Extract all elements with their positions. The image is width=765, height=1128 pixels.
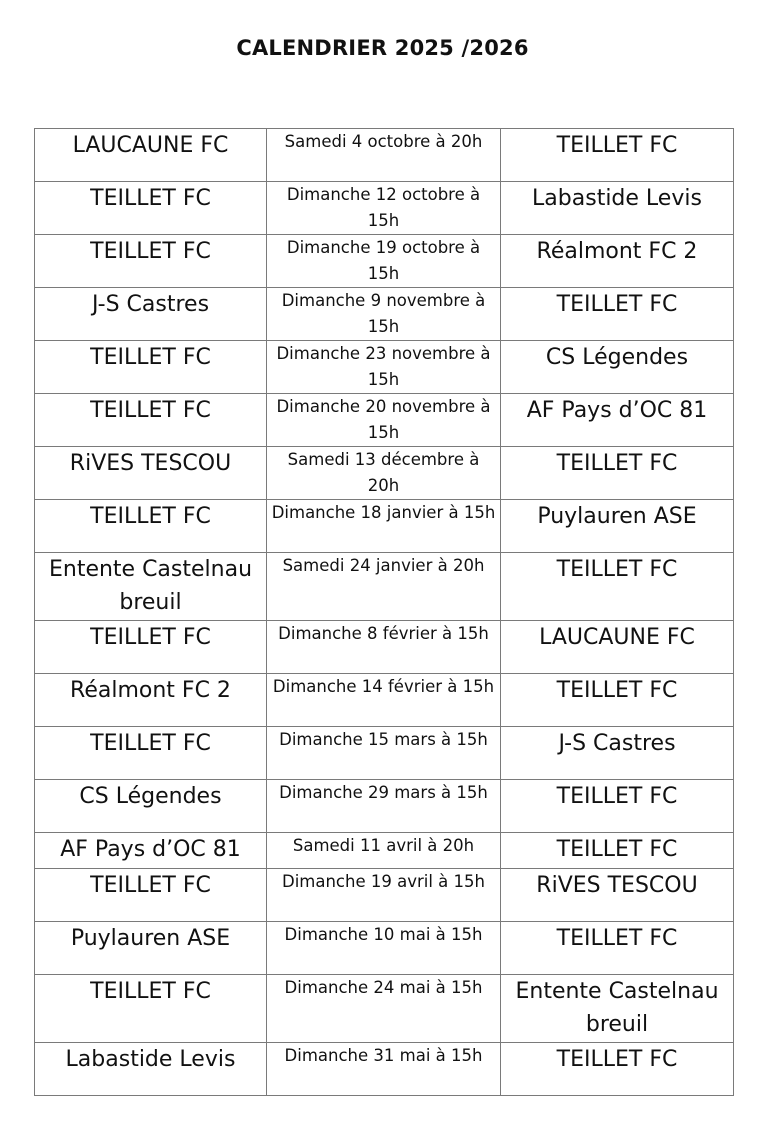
home-team-cell: Réalmont FC 2 <box>35 674 267 727</box>
away-team-cell: TEILLET FC <box>501 1043 734 1096</box>
table-row <box>35 975 734 1043</box>
home-team-cell: TEILLET FC <box>35 394 267 447</box>
home-team-cell: TEILLET FC <box>35 621 267 674</box>
table-row <box>35 288 734 341</box>
match-date-cell: Dimanche 20 novembre à 15h <box>267 394 501 447</box>
home-team-cell: TEILLET FC <box>35 869 267 922</box>
home-team-cell: Puylauren ASE <box>35 922 267 975</box>
match-date-cell: Dimanche 19 avril à 15h <box>267 869 501 922</box>
match-date-cell: Samedi 4 octobre à 20h <box>267 129 501 182</box>
away-team-cell: J-S Castres <box>501 727 734 780</box>
home-team-cell: AF Pays d’OC 81 <box>35 833 267 869</box>
match-date-cell: Dimanche 9 novembre à 15h <box>267 288 501 341</box>
table-row <box>35 235 734 288</box>
match-date-cell: Dimanche 19 octobre à 15h <box>267 235 501 288</box>
match-date-cell: Dimanche 23 novembre à 15h <box>267 341 501 394</box>
home-team-cell: J-S Castres <box>35 288 267 341</box>
match-date-cell: Dimanche 8 février à 15h <box>267 621 501 674</box>
table-row <box>35 500 734 553</box>
page-title: CALENDRIER 2025 /2026 <box>236 36 529 60</box>
schedule-table <box>34 128 734 1096</box>
away-team-cell: TEILLET FC <box>501 674 734 727</box>
home-team-cell: LAUCAUNE FC <box>35 129 267 182</box>
match-date-cell: Samedi 13 décembre à 20h <box>267 447 501 500</box>
home-team-cell: RiVES TESCOU <box>35 447 267 500</box>
match-date-cell: Dimanche 15 mars à 15h <box>267 727 501 780</box>
away-team-cell: Réalmont FC 2 <box>501 235 734 288</box>
away-team-cell: TEILLET FC <box>501 288 734 341</box>
match-date-cell: Samedi 24 janvier à 20h <box>267 553 501 621</box>
table-row <box>35 833 734 869</box>
away-team-cell: TEILLET FC <box>501 129 734 182</box>
table-row <box>35 922 734 975</box>
home-team-cell: TEILLET FC <box>35 500 267 553</box>
home-team-cell: Labastide Levis <box>35 1043 267 1096</box>
match-date-cell: Dimanche 12 octobre à 15h <box>267 182 501 235</box>
table-row <box>35 447 734 500</box>
table-row <box>35 1043 734 1096</box>
away-team-cell: TEILLET FC <box>501 922 734 975</box>
match-date-cell: Dimanche 24 mai à 15h <box>267 975 501 1043</box>
away-team-cell: LAUCAUNE FC <box>501 621 734 674</box>
table-row <box>35 621 734 674</box>
match-date-cell: Dimanche 31 mai à 15h <box>267 1043 501 1096</box>
away-team-cell: Labastide Levis <box>501 182 734 235</box>
table-row <box>35 341 734 394</box>
away-team-cell: RiVES TESCOU <box>501 869 734 922</box>
table-row <box>35 394 734 447</box>
home-team-cell: TEILLET FC <box>35 727 267 780</box>
table-row <box>35 780 734 833</box>
away-team-cell: TEILLET FC <box>501 833 734 869</box>
home-team-cell: TEILLET FC <box>35 235 267 288</box>
table-row <box>35 674 734 727</box>
match-date-cell: Dimanche 29 mars à 15h <box>267 780 501 833</box>
home-team-cell: TEILLET FC <box>35 341 267 394</box>
match-date-cell: Dimanche 14 février à 15h <box>267 674 501 727</box>
away-team-cell: TEILLET FC <box>501 553 734 621</box>
table-row <box>35 869 734 922</box>
home-team-cell: Entente Castelnau breuil <box>35 553 267 621</box>
match-date-cell: Dimanche 18 janvier à 15h <box>267 500 501 553</box>
table-row <box>35 553 734 621</box>
away-team-cell: Puylauren ASE <box>501 500 734 553</box>
away-team-cell: Entente Castelnau breuil <box>501 975 734 1043</box>
match-date-cell: Samedi 11 avril à 20h <box>267 833 501 869</box>
away-team-cell: CS Légendes <box>501 341 734 394</box>
table-row <box>35 727 734 780</box>
table-row <box>35 182 734 235</box>
home-team-cell: TEILLET FC <box>35 975 267 1043</box>
away-team-cell: TEILLET FC <box>501 780 734 833</box>
away-team-cell: TEILLET FC <box>501 447 734 500</box>
away-team-cell: AF Pays d’OC 81 <box>501 394 734 447</box>
match-date-cell: Dimanche 10 mai à 15h <box>267 922 501 975</box>
table-row <box>35 129 734 182</box>
home-team-cell: CS Légendes <box>35 780 267 833</box>
home-team-cell: TEILLET FC <box>35 182 267 235</box>
